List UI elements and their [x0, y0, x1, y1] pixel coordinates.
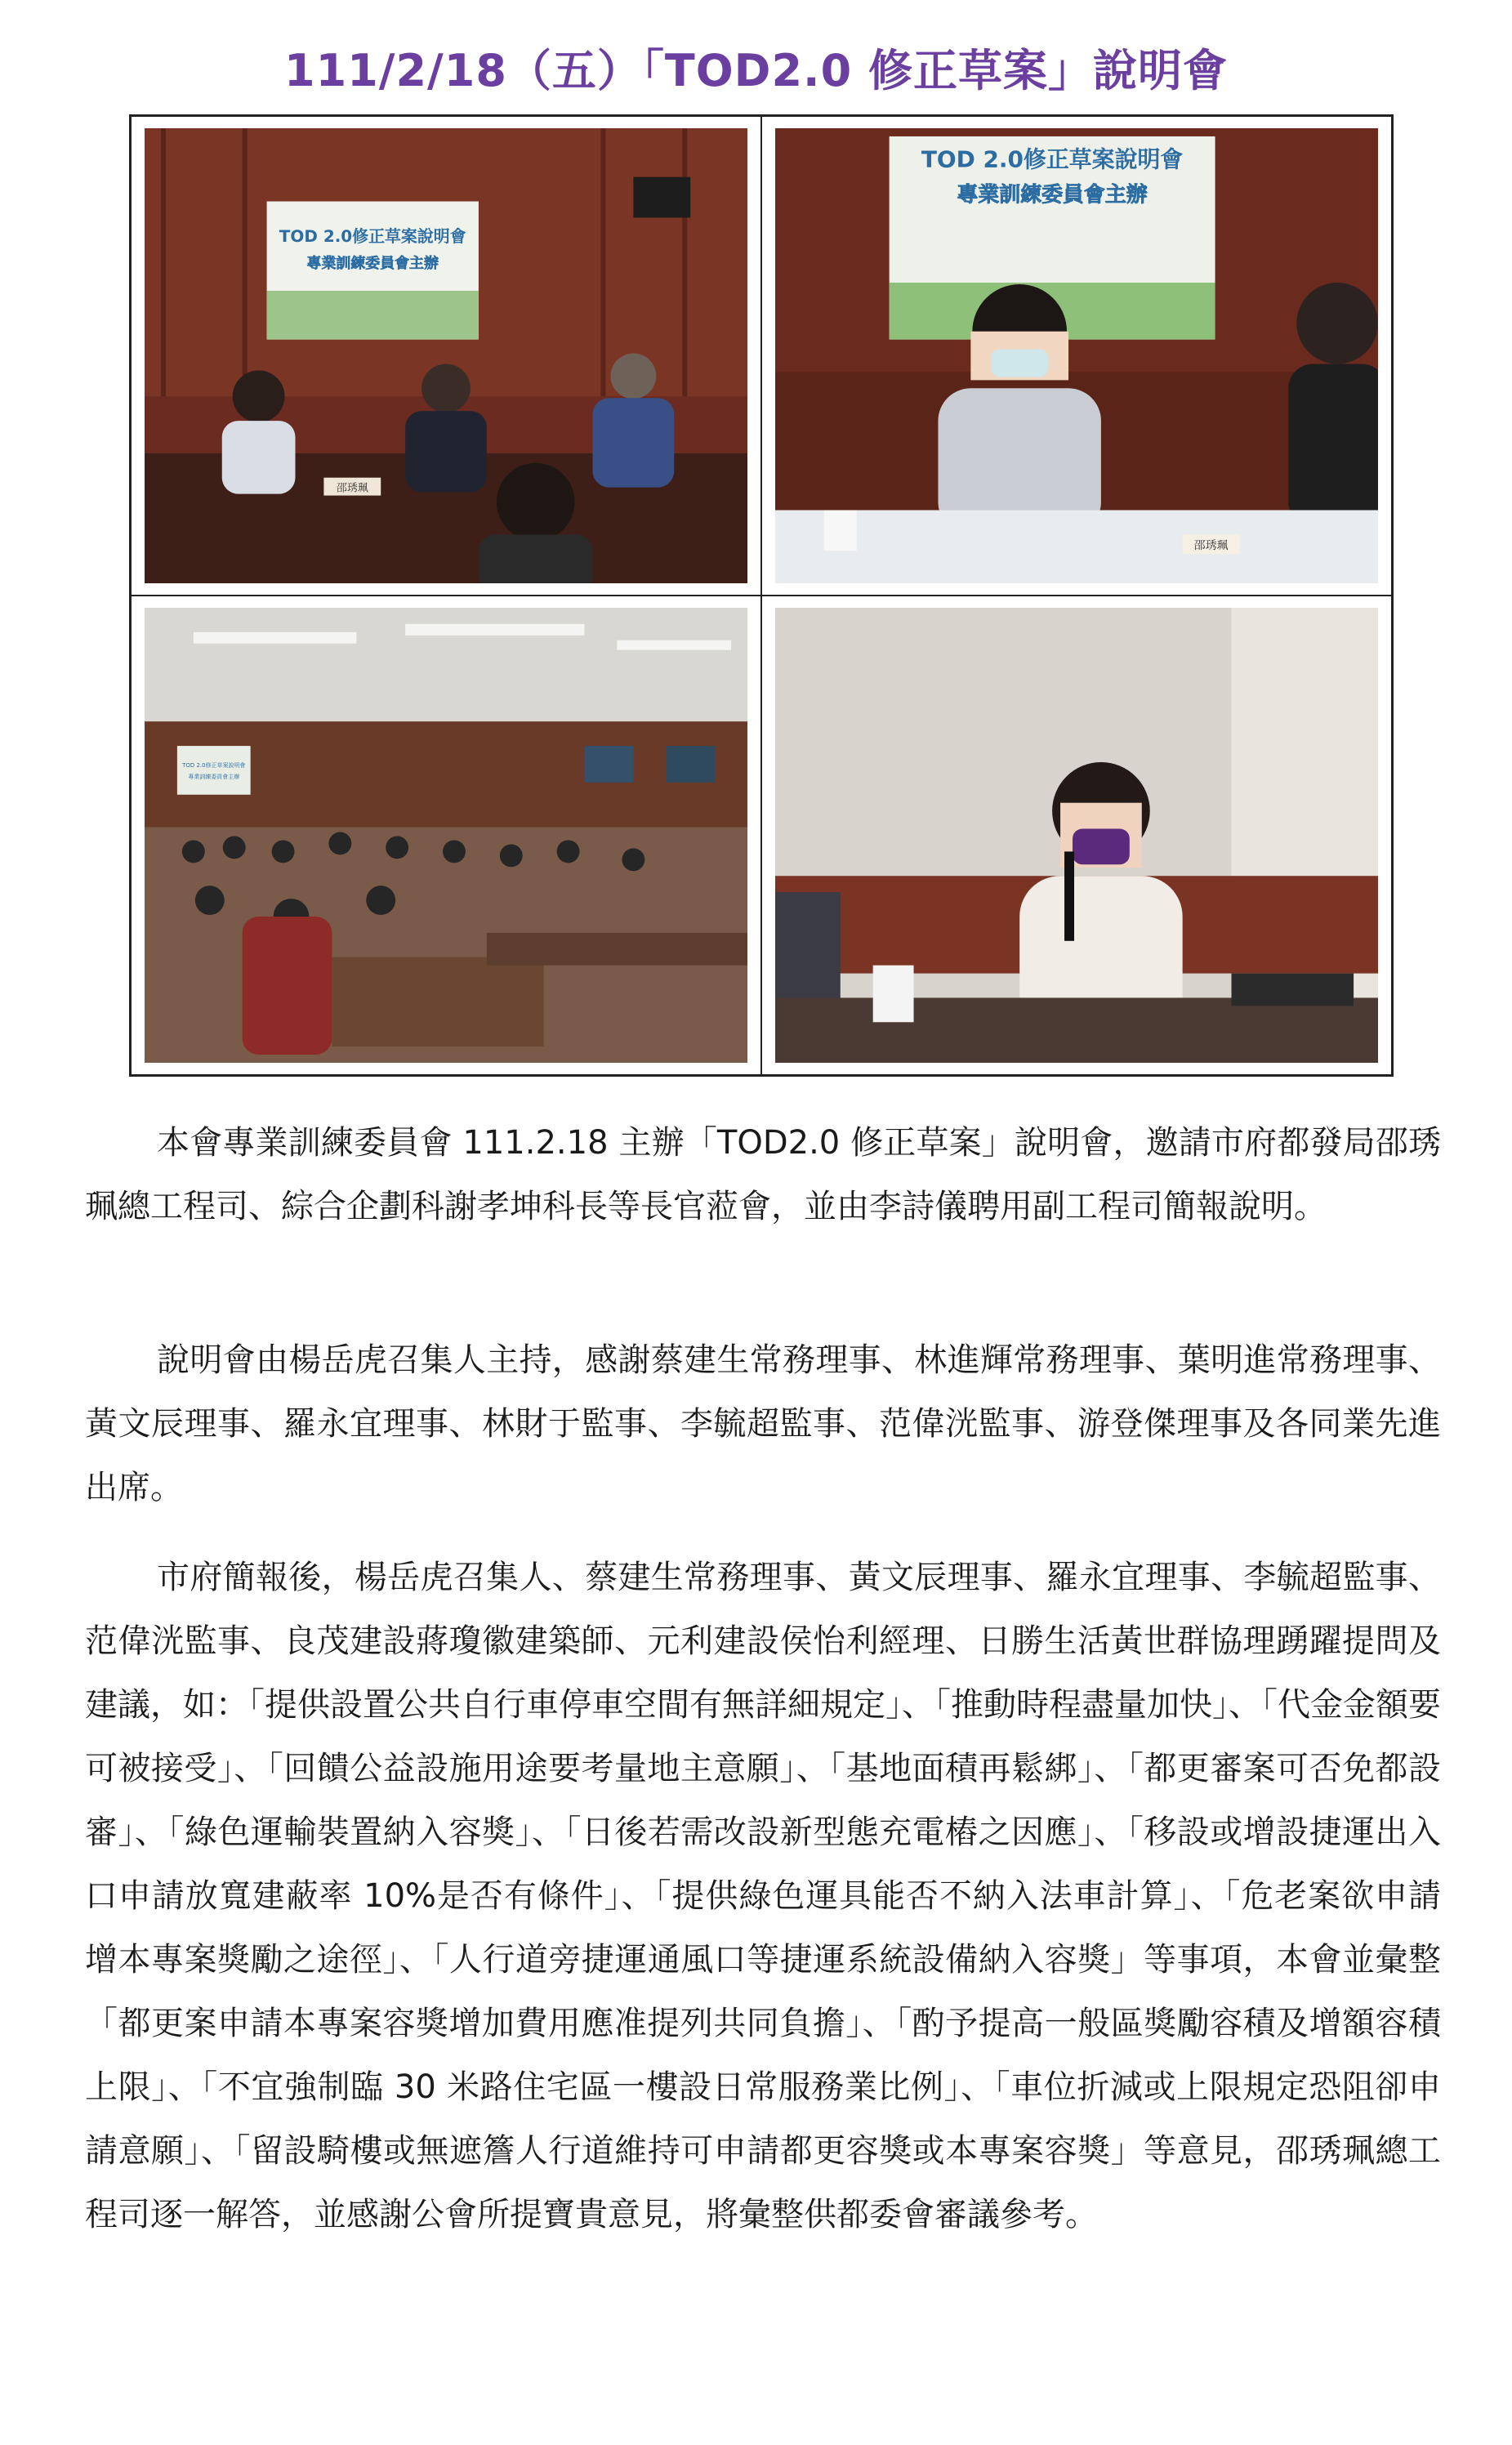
photo-speaker-microphone	[761, 596, 1392, 1075]
paragraph-intro: 本會專業訓練委員會 111.2.18 主辦「TOD2.0 修正草案」說明會，邀請市府都發局邵琇珮總工程司、綜合企劃科謝孝坤科長等長官蒞會，並由李詩儀聘用副工程司簡報說明。	[85, 1124, 1441, 1225]
photo-grid	[129, 114, 1394, 1077]
banner-title: TOD 2.0修正草案說明會	[182, 761, 246, 769]
banner-title: TOD 2.0修正草案說明會	[279, 227, 466, 247]
nameplate-text: 邵琇珮	[336, 482, 368, 495]
nameplate-text: 邵琇珮	[1193, 539, 1229, 553]
photo-room-wide	[131, 596, 761, 1075]
photo-meeting-panel-image	[145, 128, 747, 583]
banner-subtitle: 專業訓練委員會主辦	[957, 182, 1148, 207]
banner-title: TOD 2.0修正草案說明會	[921, 145, 1184, 173]
paragraph-attendees: 說明會由楊岳虎召集人主持，感謝蔡建生常務理事、林進輝常務理事、葉明進常務理事、黃文辰理事、羅永宜理事、林財于監事、李毓超監事、范偉洸監事、游登傑理事及各同業先進出席。	[85, 1341, 1441, 1506]
paragraph-discussion: 市府簡報後，楊岳虎召集人、蔡建生常務理事、黃文辰理事、羅永宜理事、李毓超監事、范偉洸監事、良茂建設蔣瓊徽建築師、元利建設侯怡利經理、日勝生活黃世群協理踴躍提問及建議，如：「提供設置公共自行車停車空間有無詳細規定」、「推動時程盡量加快」、「代金金額要可被接受」、「回饋公益設施用途要考量地主意願」、「基地面積再鬆綁」、「都更審案可否免都設審」、「綠色運輸裝置納入容獎」、「日後若需改設新型態充電樁之因應」、「移設或增設捷運出入口申請放寬建蔽率 10%是否有條件」、「提供綠色運具能否不納入法車計算」、「危老案欲申請增本專案獎勵之途徑」、「人行道旁捷運通風口等捷運系統設備納入容獎」等事項，本會並彙整「都更案申請本專案容獎增加費用應准提列共同負擔」、「酌予提高一般區獎勵容積及增額容積上限」、「不宜強制臨 30 米路住宅區一樓設日常服務業比例」、「車位折減或上限規定恐阻卻申請意願」、「留設騎樓或無遮簷人行道維持可申請都更容獎或本專案容獎」等意見，邵琇珮總工程司逐一解答，並感謝公會所提寶貴意見，將彙整供都委會審議參考。	[85, 1559, 1441, 2233]
page-title: 111/2/18（五）「TOD2.0 修正草案」說明會	[284, 45, 1228, 96]
photo-meeting-panel	[131, 116, 761, 596]
photo-speaker-microphone-image	[775, 608, 1378, 1063]
photo-speaker-closeup-image	[775, 128, 1378, 583]
photo-room-wide-image	[145, 608, 747, 1063]
banner-subtitle: 專業訓練委員會主辦	[188, 773, 240, 780]
banner-subtitle: 專業訓練委員會主辦	[306, 255, 439, 273]
photo-speaker-closeup	[761, 116, 1392, 596]
